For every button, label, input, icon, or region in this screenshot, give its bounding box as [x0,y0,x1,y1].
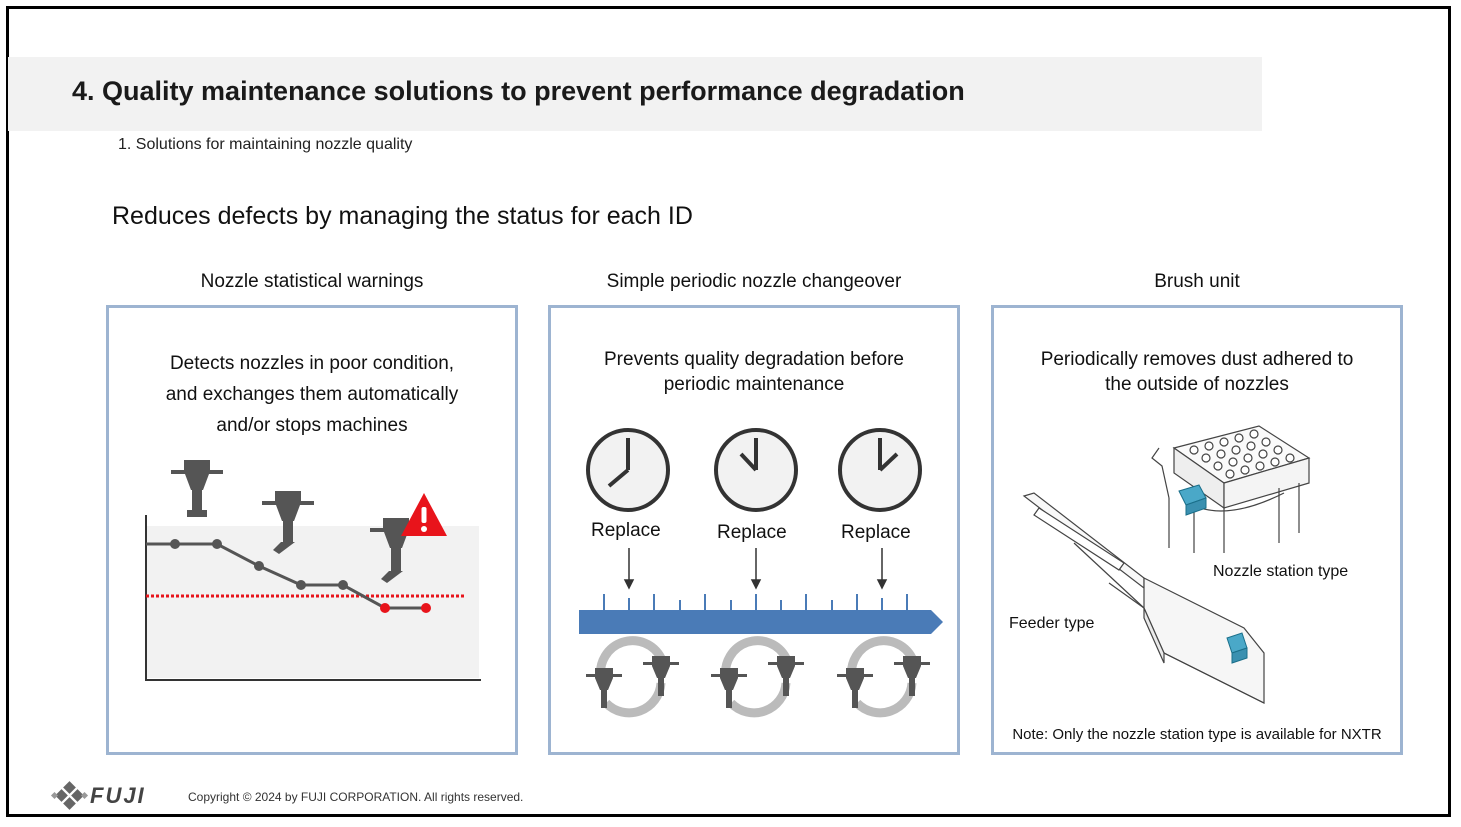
replace-label: Replace [841,522,911,543]
warning-chart-illustration [109,308,521,758]
nozzle-swap-icon [837,641,930,713]
slide-title: 4. Quality maintenance solutions to prevent performance degradation [72,76,965,106]
panel-periodic-changeover [548,305,960,755]
clock-icon [588,430,668,510]
timeline-ticks [604,594,907,610]
description-line: the outside of nozzles [1105,374,1289,395]
nozzle-icon [171,460,223,517]
panel-nozzle-warnings [106,305,518,755]
panel-brush-unit [991,305,1403,755]
timeline-arrow [579,610,943,634]
fuji-logo-text: FUJI [90,783,146,808]
replace-label: Replace [717,522,787,543]
nozzle-swap-icon [711,641,804,713]
slide-subtitle: 1. Solutions for maintaining nozzle quality [118,136,413,153]
down-arrow-icon [625,548,633,588]
clock-icon [840,430,920,510]
down-arrow-icon [878,548,886,588]
column-heading-brush: Brush unit [1154,271,1240,292]
feeder-type-label: Feeder type [1009,615,1095,632]
description-line: and/or stops machines [216,415,408,436]
changeover-illustration [551,308,963,758]
chart-background [146,526,479,678]
fuji-logo-mark [52,781,88,813]
brush-unit-illustration [994,308,1406,758]
column-heading-changeover: Simple periodic nozzle changeover [606,271,902,292]
nozzle-swap-icon [586,641,679,713]
nozzle-station-type-label: Nozzle station type [1213,563,1349,580]
clock-icon [716,430,796,510]
slide-headline: Reduces defects by managing the status for each ID [112,202,693,230]
feeder-image [1024,493,1264,703]
description-line: Prevents quality degradation before [604,349,904,370]
down-arrow-icon [752,548,760,588]
description-line: Detects nozzles in poor condition, [169,353,455,374]
copyright-text: Copyright © 2024 by FUJI CORPORATION. All rights reserved. [188,790,524,804]
brush-icon [1179,485,1206,515]
description-line: and exchanges them automatically [165,384,459,405]
column-heading-warnings: Nozzle statistical warnings [200,271,424,292]
replace-label: Replace [591,520,661,541]
nozzle-station-image [1152,426,1309,553]
availability-note: Note: Only the nozzle station type is available for NXTR [1012,726,1382,743]
description-line: periodic maintenance [663,374,845,395]
description-line: Periodically removes dust adhered to [1040,349,1354,370]
warning-icon [401,493,447,536]
